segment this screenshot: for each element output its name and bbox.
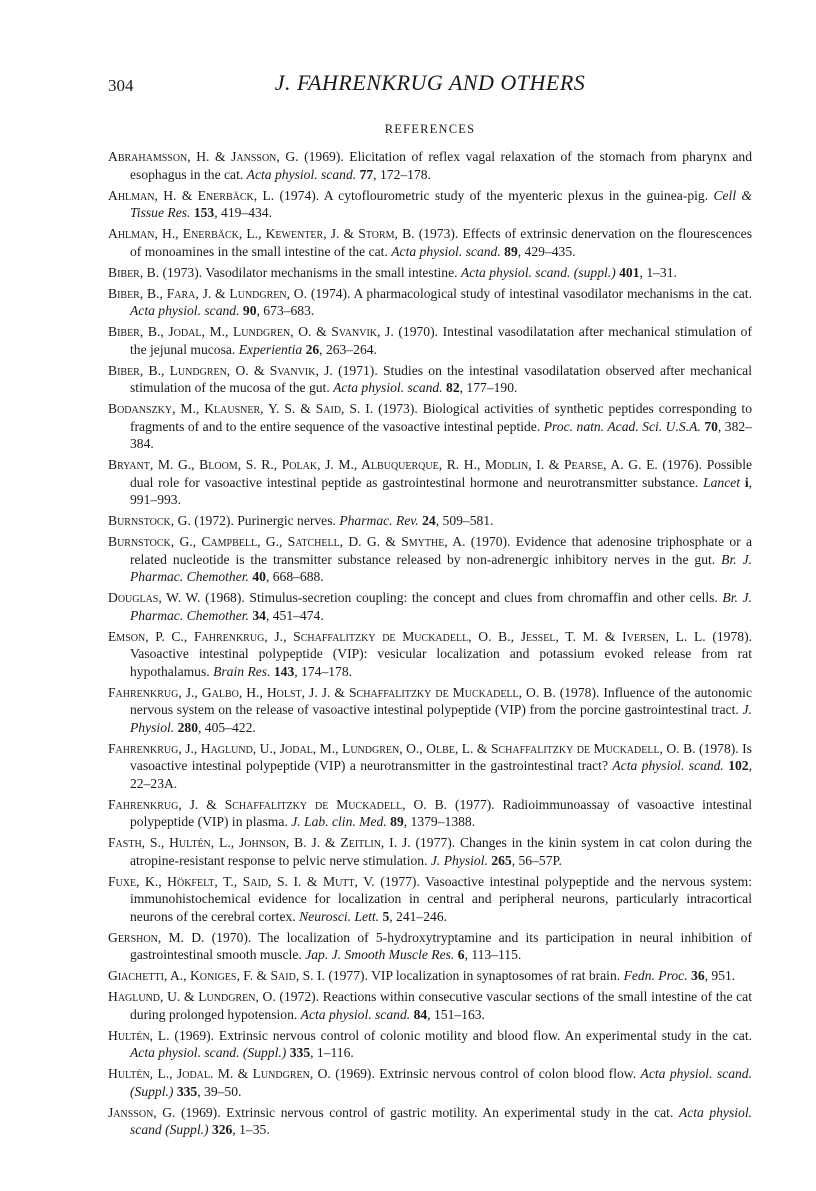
reference-volume: 5 (382, 908, 390, 924)
reference-journal: J. Physiol. (130, 702, 752, 735)
reference-journal: Acta physiol. scand. (333, 380, 443, 395)
reference-authors: Bryant, M. G., Bloom, S. R., Polak, J. M., Albuquerque, R. H., Modlin, I. & Pearse, A. G. E. (108, 457, 658, 472)
reference-authors: Fasth, S., Hultén, L., Johnson, B. J. & Zeitlin, I. J. (108, 835, 411, 850)
reference-volume: 335 (289, 1045, 311, 1060)
page-number: 304 (108, 76, 134, 95)
reference-volume: 40 (252, 569, 266, 584)
reference-entry (108, 684, 752, 737)
reference-volume: 102 (728, 758, 749, 773)
reference-year: (1968). (205, 590, 245, 605)
reference-authors: Hultén, L., Jodal. M. & Lundgren, O. (108, 1066, 331, 1081)
reference-title: The localization of 5-hydroxytryptamine and its participation in neural inhibition of gastrointestinal smooth muscle. (130, 929, 752, 962)
reference-volume: 82 (446, 380, 460, 395)
reference-volume: 26 (305, 341, 320, 357)
reference-pages: , 22–23A. (130, 758, 752, 791)
reference-year: (1974). (310, 285, 351, 301)
reference-entry (108, 400, 752, 453)
reference-pages: , 951. (704, 968, 736, 983)
reference-authors: Fahrenkrug, J., Galbo, H., Holst, J. J. & Schaffalitzky de Muckadell, O. B. (108, 684, 556, 700)
references-heading: REFERENCES (384, 122, 476, 136)
reference-year: (1969). (180, 1104, 221, 1120)
reference-entry (108, 512, 752, 530)
reference-title: A cytoflourometric study of the myenteric plexus in the guinea-pig. (323, 187, 709, 203)
reference-authors: Haglund, U. & Lundgren, O. (108, 989, 276, 1004)
reference-authors: Bodanszky, M., Klausner, Y. S. & Said, S. I. (108, 401, 374, 416)
reference-journal: Brain Res. (213, 663, 271, 679)
reference-title: Biological activities of synthetic peptides corresponding to fragments of and to the entire sequence of the vasoactive intestinal peptide. (130, 401, 752, 434)
reference-pages: , 39–50. (197, 1083, 242, 1099)
reference-volume: 36 (691, 968, 705, 983)
reference-year: (1973). (162, 264, 203, 280)
reference-title: Extrinsic nervous control of colon blood flow. (379, 1066, 637, 1081)
reference-entry (108, 1027, 752, 1062)
reference-title: Studies on the intestinal vasodilatation observed after mechanical stimulation of the mucosa of the gut. (130, 362, 752, 395)
reference-volume: 84 (413, 1006, 428, 1022)
reference-journal: Acta physiol. scand. (391, 243, 501, 259)
reference-authors: Douglas, W. W. (108, 590, 201, 605)
reference-year: (1977). (454, 796, 495, 812)
reference-journal: Acta physiol. scand. (suppl.) (460, 264, 616, 280)
reference-year: (1972). (194, 513, 234, 528)
reference-year: (1978). (712, 628, 752, 644)
reference-journal: Br. J. Pharmac. Chemother. (130, 551, 752, 584)
page-header (108, 70, 752, 100)
reference-volume: 34 (252, 607, 266, 623)
running-head: J. FAHRENKRUG AND OTHERS (274, 70, 586, 95)
reference-journal: Proc. natn. Acad. Sci. U.S.A. (543, 418, 701, 434)
reference-authors: Burnstock, G., Campbell, G., Satchell, D. G. & Smythe, A. (108, 534, 466, 549)
reference-journal: Experientia (238, 341, 303, 357)
reference-pages: , 1–116. (310, 1045, 354, 1060)
reference-year: (1969). (304, 149, 344, 164)
reference-title: Influence of the autonomic nervous system on the release of vasoactive intestinal polypeptide (VIP) from the porcine gastrointestinal tract. (130, 684, 752, 717)
reference-entry (108, 796, 752, 831)
reference-entry (108, 988, 752, 1023)
reference-volume: 143 (273, 663, 295, 679)
reference-entry (108, 323, 752, 358)
reference-entry (108, 225, 752, 260)
reference-year: (1969). (335, 1066, 375, 1081)
reference-journal: Acta physiol. scand. (612, 758, 724, 773)
reference-pages: , 1–35. (232, 1122, 270, 1137)
reference-volume: 6 (457, 947, 465, 962)
reference-journal: Acta physiol. scand. (Suppl.) (130, 1066, 752, 1099)
reference-title: Intestinal vasodilatation after mechanical stimulation of the jejunal mucosa. (130, 324, 752, 357)
reference-journal: Jap. J. Smooth Muscle Res. (305, 947, 455, 962)
reference-entry (108, 834, 752, 869)
reference-journal: Cell & Tissue Res. (130, 187, 752, 220)
reference-journal: Neurosci. Lett. (299, 908, 380, 924)
reference-year: (1976). (662, 457, 703, 472)
reference-authors: Gershon, M. D. (108, 929, 205, 945)
reference-volume: 77 (359, 166, 374, 182)
reference-pages: , 1–31. (639, 264, 677, 280)
reference-pages: , 509–581. (435, 513, 494, 528)
reference-entry (108, 148, 752, 183)
reference-volume: 280 (177, 719, 198, 735)
reference-year: (1971). (338, 362, 378, 378)
reference-pages: , 405–422. (197, 719, 256, 735)
reference-entry (108, 929, 752, 964)
reference-entry (108, 1104, 752, 1139)
reference-title: Effects of extrinsic denervation on the flourescences of monoamines in the small intestine of the cat. (130, 226, 752, 259)
reference-authors: Fuxe, K., Hökfelt, T., Said, S. I. & Mutt, V. (108, 873, 375, 889)
reference-journal: Pharmac. Rev. (339, 513, 419, 528)
reference-entry (108, 967, 752, 985)
reference-journal: Acta physiol. scand (Suppl.) (130, 1104, 752, 1137)
reference-title: Extrinsic nervous control of colonic motility and blood flow. An experimental study in the cat. (218, 1027, 753, 1043)
reference-title: Purinergic nerves. (237, 513, 336, 528)
reference-authors: Jansson, G. (108, 1104, 176, 1120)
reference-journal: Fedn. Proc. (623, 968, 688, 983)
reference-authors: Burnstock, G. (108, 513, 191, 528)
reference-volume: 335 (176, 1083, 198, 1099)
reference-pages: , 668–688. (265, 569, 324, 584)
reference-authors: Ahlman, H., Enerbäck, L., Kewenter, J. & Storm, B. (108, 226, 415, 241)
reference-pages: , 56–57P. (511, 852, 562, 868)
reference-authors: Biber, B., Lundgren, O. & Svanvik, J. (108, 362, 333, 378)
reference-list (108, 148, 752, 1142)
reference-entry (108, 456, 752, 509)
reference-authors: Biber, B., Fara, J. & Lundgren, O. (108, 285, 308, 301)
reference-entry (108, 873, 752, 926)
reference-pages: , 151–163. (427, 1006, 485, 1022)
reference-title: Evidence that adenosine triphosphate or a related nucleotide is the transmitter substance released by non-adrenergic inhibitory nerves in the gut. (130, 534, 753, 567)
reference-title: Reactions within consecutive vascular sections of the small intestine of the cat during prolonged hypotension. (130, 989, 752, 1022)
reference-journal: Acta physiol. scand. (Suppl.) (130, 1045, 287, 1060)
reference-title: Changes in the kinin system in cat colon during the atropine-resistant response to pelvic nerve stimulation. (130, 835, 752, 868)
reference-journal: Acta physiol. scand. (300, 1006, 411, 1022)
reference-pages: , 382–384. (130, 418, 752, 451)
reference-pages: , 419–434. (214, 205, 272, 220)
reference-pages: , 429–435. (517, 243, 576, 259)
reference-volume: 90 (242, 303, 257, 318)
reference-journal: J. Lab. clin. Med. (291, 814, 387, 829)
reference-volume: 24 (422, 513, 436, 528)
reference-pages: , 991–993. (130, 474, 753, 507)
reference-entry (108, 285, 752, 320)
reference-volume: 265 (491, 852, 512, 868)
reference-authors: Fahrenkrug, J., Haglund, U., Jodal, M., Lundgren, O., Olbe, L. & Schaffalitzky de Muckadell, O. B. (108, 740, 696, 756)
reference-volume: 153 (193, 205, 215, 220)
reference-authors: Biber, B. (108, 264, 160, 280)
reference-entry (108, 187, 752, 222)
reference-journal: Acta physiol. scand. (246, 166, 357, 182)
reference-title: Possible dual role for vasoactive intestinal peptide as gastrointestinal hormone and neurotransmitter substance. (130, 457, 753, 490)
reference-pages: , 673–683. (256, 303, 315, 318)
reference-entry (108, 1065, 752, 1100)
reference-entry (108, 628, 752, 681)
reference-volume: 89 (504, 243, 518, 259)
reference-authors: Fahrenkrug, J. & Schaffalitzky de Muckadell, O. B. (108, 796, 448, 812)
reference-title: Extrinsic nervous control of gastric motility. An experimental study in the cat. (226, 1104, 674, 1120)
reference-year: (1970). (211, 929, 252, 945)
reference-pages: , 172–178. (373, 166, 431, 182)
reference-journal: Br. J. Pharmac. Chemother. (130, 590, 752, 623)
reference-authors: Biber, B., Jodal, M., Lundgren, O. & Svanvik, J. (108, 324, 394, 339)
reference-title: Vasodilator mechanisms in the small intestine. (205, 264, 458, 280)
reference-pages: , 1379–1388. (403, 814, 476, 829)
reference-year: (1969). (174, 1027, 215, 1043)
reference-title: Stimulus-secretion coupling: the concept and clues from chromaffin and other cells. (249, 590, 718, 605)
reference-authors: Hultén, L. (108, 1027, 170, 1043)
reference-pages: , 263–264. (319, 341, 377, 357)
reference-pages: , 177–190. (459, 380, 518, 395)
reference-authors: Giachetti, A., Koniges, F. & Said, S. I. (108, 968, 325, 983)
reference-journal: Lancet (703, 474, 741, 490)
reference-pages: , 113–115. (464, 947, 522, 962)
reference-title: Vasoactive intestinal polypeptide and the nervous system: immunohistochemical evidence for localization in central and peripheral neurons, particularly intracortical neurons of the cerebral cortex. (130, 873, 752, 924)
reference-year: (1977). (380, 873, 420, 889)
reference-title: A pharmacological study of intestinal vasodilator mechanisms in the cat. (353, 285, 752, 301)
reference-year: (1977). (415, 835, 456, 850)
reference-volume: i (744, 474, 749, 490)
reference-pages: , 174–178. (294, 663, 353, 679)
reference-entry (108, 740, 752, 793)
reference-year: (1973). (418, 226, 459, 241)
reference-title: VIP localization in synaptosomes of rat brain. (371, 968, 621, 983)
reference-journal: Acta physiol. scand. (130, 303, 240, 318)
reference-year: (1977). (328, 968, 368, 983)
reference-authors: Ahlman, H. & Enerbäck, L. (108, 187, 275, 203)
reference-year: (1974). (279, 187, 320, 203)
reference-title: Is vasoactive intestinal polypeptide (VIP) a neurotransmitter in the gastrointestinal tract? (130, 740, 752, 773)
reference-year: (1978). (559, 684, 600, 700)
reference-authors: Abrahamsson, H. & Jansson, G. (108, 149, 299, 164)
reference-year: (1970). (470, 534, 511, 549)
reference-year: (1978). (699, 740, 739, 756)
reference-volume: 89 (390, 814, 404, 829)
reference-volume: 326 (211, 1122, 233, 1137)
reference-pages: , 241–246. (389, 908, 448, 924)
reference-pages: , 451–474. (265, 607, 324, 623)
reference-volume: 401 (619, 264, 640, 280)
reference-authors: Emson, P. C., Fahrenkrug, J., Schaffalitzky de Muckadell, O. B., Jessel, T. M. & Iversen, L. L. (108, 628, 706, 644)
reference-entry (108, 264, 752, 282)
reference-title: Elicitation of reflex vagal relaxation of the stomach from pharynx and esophagus in the cat. (130, 149, 752, 182)
reference-title: Radioimmunoassay of vasoactive intestinal polypeptide (VIP) in plasma. (130, 796, 752, 829)
reference-year: (1973). (378, 401, 418, 416)
reference-journal: J. Physiol. (430, 852, 488, 868)
reference-entry (108, 589, 752, 624)
reference-year: (1970). (398, 324, 439, 339)
reference-volume: 70 (704, 418, 718, 434)
reference-entry (108, 362, 752, 397)
reference-year: (1972). (279, 989, 320, 1004)
reference-entry (108, 533, 752, 586)
reference-title: Vasoactive intestinal polypeptide (VIP): vesicular localization and potassium evoked release from rat hypothalamus. (130, 646, 752, 679)
